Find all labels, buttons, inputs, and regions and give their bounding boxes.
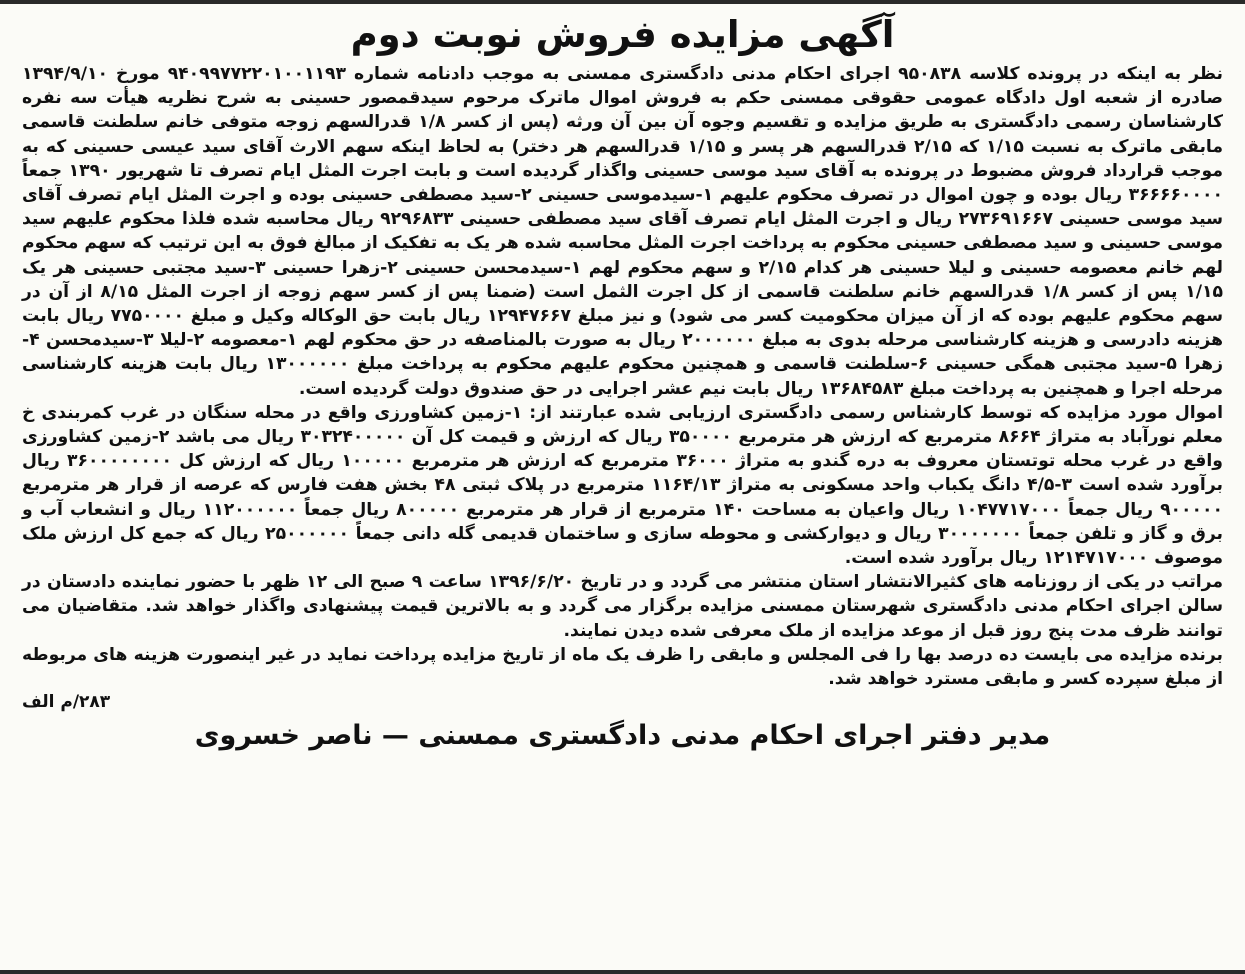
reference-code-row xyxy=(22,691,1223,713)
reference-code: ۲۸۳/م الف xyxy=(22,692,111,713)
paragraph-ruling: نظر به اینکه در پرونده کلاسه ۹۵۰۸۳۸ اجرای احکام مدنی دادگستری ممسنی به موجب دادنامه شماره ۹۴۰۹۹۷۷۲۲۰۱۰۰۱۱۹۳ مورخ ۱۳۹۴/۹/۱۰ صادره از شعبه اول دادگاه عمومی حقوقی ممسنی حکم به فروش اموال ماترک مرحوم سیدقمصور حسینی به شرح نظریه هیأت سه نفره کارشناسان رسمی دادگستری به طریق مزایده و تقسیم وجوه آن بین آن ورثه (پس از کسر ۱/۸ قدرالسهم زوجه متوفی خانم سلطنت قاسمی مابقی ماترک به نسبت ۱/۱۵ که ۲/۱۵ قدرالسهم هر پسر و ۱/۱۵ قدرالسهم هر دختر) به لحاظ اینکه سهم الارث آقای سید عیسی حسینی که به موجب قرارداد فروش مضبوط در پرونده به آقای سید موسی حسینی واگذار گردیده است و بابت اجرت المثل ایام تصرف تا شهریور ۱۳۹۰ جمعاً ۳۶۶۶۶۰۰۰۰ ریال بوده و چون اموال در تصرف محکوم علیهم ۱-سیدموسی حسینی ۲-سید مصطفی حسینی بوده و اجرت المثل ایام تصرف آقای سید موسی حسینی ۲۷۳۶۹۱۶۶۷ ریال و اجرت المثل ایام تصرف آقای سید مصطفی حسینی ۹۲۹۶۸۳۳ ریال محاسبه شده فلذا محکوم علیهم سید موسی حسینی و سید مصطفی حسینی محکوم به پرداخت اجرت المثل محاسبه شده هر یک به تفکیک از مبالغ فوق به این ترتیب که سهم محکوم لهم خانم معصومه حسینی و لیلا حسینی هر کدام ۲/۱۵ و سهم محکوم لهم ۱-سیدمحسن حسینی ۲-زهرا حسینی ۳-سید مجتبی حسینی هر یک ۱/۱۵ پس از کسر ۱/۸ قدرالسهم خانم سلطنت قاسمی از کل اجرت الثمل است (ضمنا پس از کسر سهم زوجه از اجرت المثل ۸/۱۵ از آن در سهم محکوم علیهم بوده که از آن میزان محکومیت کسر می شود) و نیز مبلغ ۱۲۹۴۷۶۶۷ ریال بابت حق الوکاله وکیل و مبلغ ۷۷۵۰۰۰۰ ریال بابت هزینه دادرسی و هزینه کارشناسی مرحله بدوی به مبلغ ۲۰۰۰۰۰۰ ریال به صورت بالمناصفه در حق محکوم لهم ۱-معصومه ۲-لیلا ۳-سیدمحسن ۴-زهرا ۵-سید مجتبی همگی حسینی ۶-سلطنت قاسمی و همچنین محکوم علیهم محکوم به پرداخت مبلغ ۱۳۰۰۰۰۰۰ ریال بابت هزینه کارشناسی مرحله اجرا و همچنین به پرداخت مبلغ ۱۳۶۸۴۵۸۳ ریال بابت نیم عشر اجرایی در حق صندوق دولت گردیده است. xyxy=(22,64,1224,399)
paragraph-payment-terms: برنده مزایده می بایست ده درصد بها را فی المجلس و مابقی را ظرف یک ماه از تاریخ مزایده پرداخت نماید در غیر اینصورت هزینه های مربوطه از مبلغ سپرده کسر و مابقی مسترد خواهد شد. xyxy=(22,644,1223,690)
signature-line: مدیر دفتر اجرای احکام مدنی دادگستری ممسنی — ناصر خسروی xyxy=(194,720,1051,752)
paragraph-assets: اموال مورد مزایده که توسط کارشناس رسمی دادگستری ارزیابی شده عبارتند از: ۱-زمین کشاورزی واقع در محله سنگان در غرب کمربندی خ معلم نورآباد به متراژ ۸۶۶۴ مترمربع که ارزش هر مترمربع ۳۵۰۰۰۰ ریال که ارزش و قیمت کل آن ۳۰۳۲۴۰۰۰۰۰ ریال می باشد ۲-زمین کشاورزی واقع در غرب محله توتستان معروف به دره گندو به متراژ ۳۶۰۰۰ مترمربع که ارزش هر مترمربع ۱۰۰۰۰۰ ریال که ارزش کل ۳۶۰۰۰۰۰۰۰۰ ریال برآورد شده است ۳-۴/۵ دانگ یکباب واحد مسکونی به متراژ ۱۱۶۴/۱۳ مترمربع در پلاک ثبتی ۴۸ بخش هفت فارس که عرصه از قرار هر مترمربع ۹۰۰۰۰۰ ریال جمعاً ۱۰۴۷۷۱۷۰۰۰ ریال واعیان به مساحت ۱۴۰ مترمربع از قرار هر مترمربع ۸۰۰۰۰۰ ریال جمعاً ۱۱۲۰۰۰۰۰۰ ریال و انشعاب آب و برق و گاز و تلفن جمعاً ۳۰۰۰۰۰۰۰ ریال و دیوارکشی و محوطه سازی و ساختمان قدیمی گله دانی جمعاً ۲۵۰۰۰۰۰۰ ریال که جمع کل ارزش ملک موصوف ۱۲۱۴۷۱۷۰۰۰ ریال برآورد شده است. xyxy=(22,402,1224,569)
paragraph-schedule: مراتب در یکی از روزنامه های کثیرالانتشار استان منتشر می گردد و در تاریخ ۱۳۹۶/۶/۲۰ ساعت ۹ صبح الی ۱۲ ظهر با حضور نماینده دادستان در سالن اجرای احکام مدنی دادگستری شهرستان ممسنی مزایده برگزار می گردد و به بالاترین قیمت پیشنهادی واگذار خواهد شد. متقاضیان می توانند ظرف مدت پنج روز قبل از موعد مزایده از ملک معرفی شده دیدن نمایند. xyxy=(22,572,1224,641)
notice-title: آگهی مزایده فروش نوبت دوم xyxy=(350,13,895,56)
bottom-border xyxy=(0,970,1245,974)
top-border xyxy=(0,0,1245,4)
